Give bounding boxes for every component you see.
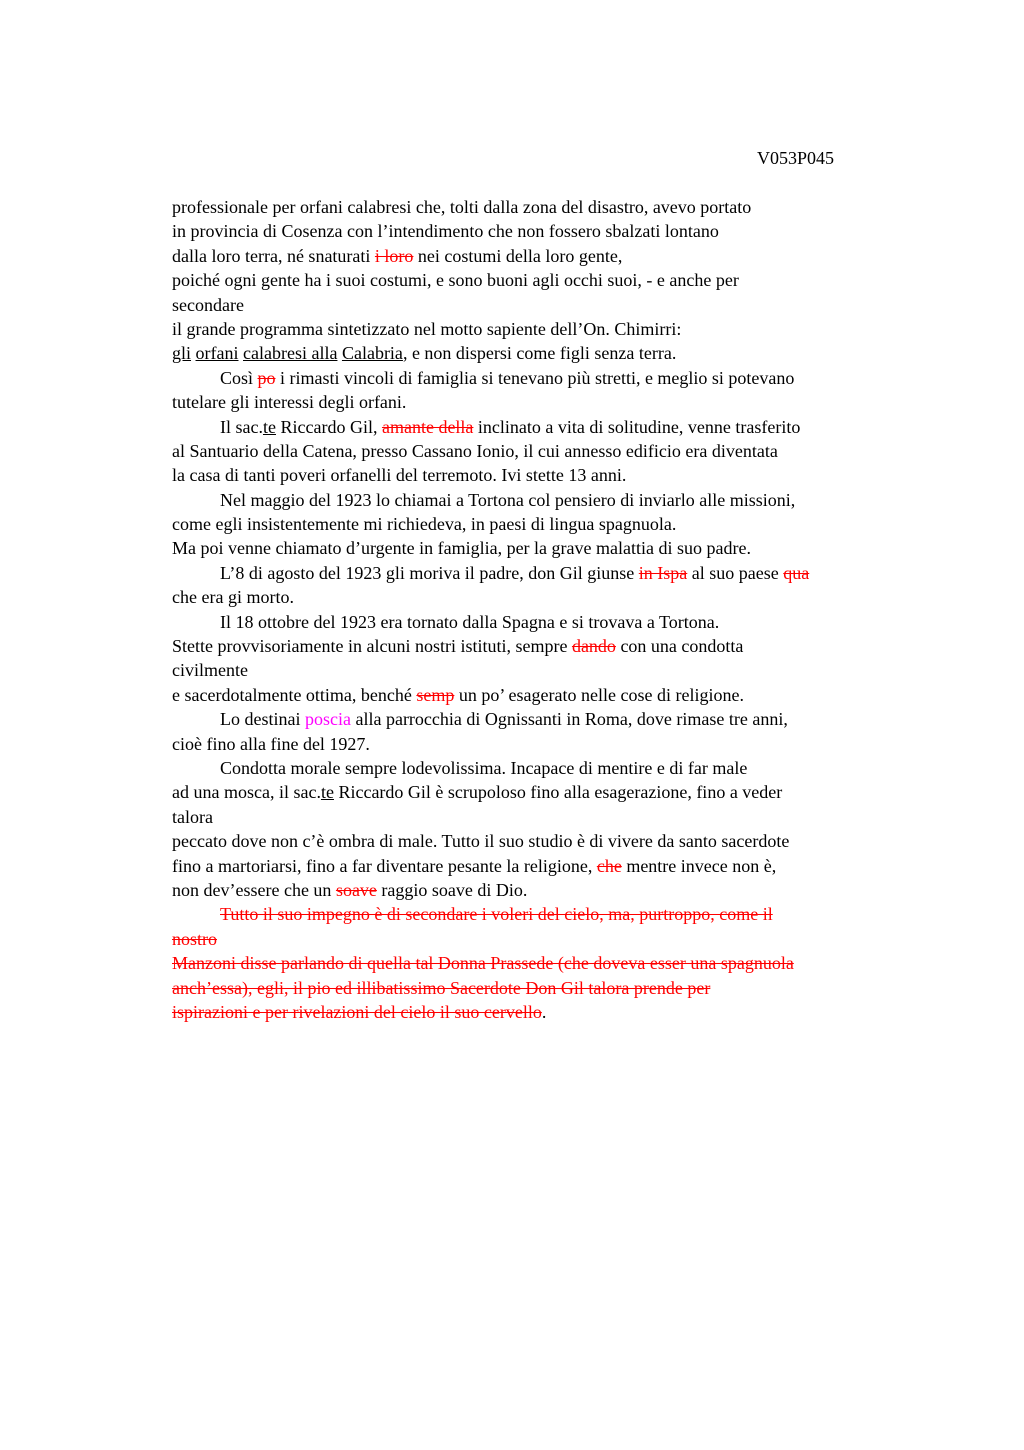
text-line: al Santuario della Catena, presso Cassano Ionio, il cui annesso edificio era diventata bbox=[172, 440, 778, 461]
text-run: Riccardo Gil è scrupoloso fino alla esagerazione, fino a veder bbox=[333, 782, 783, 803]
deleted-text: Manzoni disse parlando di quella tal Donna Prassede (che doveva esser una spagnuola bbox=[172, 953, 794, 974]
deleted-text: i loro bbox=[374, 245, 414, 266]
text-line: tutelare gli interessi degli orfani. bbox=[172, 392, 407, 413]
text-run: inclinato a vita di solitudine, venne trasferito bbox=[473, 416, 801, 437]
text-line bbox=[172, 366, 912, 390]
deleted-text: dando bbox=[571, 636, 616, 657]
text-line: Condotta morale sempre lodevolissima. Incapace di mentire e di far male bbox=[220, 757, 748, 778]
text-line bbox=[172, 780, 912, 804]
underlined-text: te bbox=[262, 416, 276, 437]
text-run: . bbox=[541, 1001, 547, 1022]
underlined-text: te bbox=[320, 782, 334, 803]
deleted-text: anch’essa), egli, il pio ed illibatissimo Sacerdote Don Gil talora prende per bbox=[172, 977, 711, 998]
text-line bbox=[172, 415, 912, 439]
text-line bbox=[172, 634, 912, 658]
text-line bbox=[172, 707, 912, 731]
text-run: ad una mosca, il sac. bbox=[172, 782, 321, 803]
text-run: mentre invece non è, bbox=[621, 855, 777, 876]
underlined-text: Calabria bbox=[341, 343, 403, 364]
text-run: fino a martoriarsi, fino a far diventare pesante la religione, bbox=[172, 855, 597, 876]
deleted-text: amante della bbox=[381, 416, 474, 437]
text-line bbox=[172, 683, 912, 707]
text-run: al suo paese bbox=[687, 562, 784, 583]
text-line bbox=[172, 878, 912, 902]
text-line: civilmente bbox=[172, 660, 248, 681]
text-run: , e non dispersi come figli senza terra. bbox=[402, 343, 677, 364]
deleted-text: po bbox=[257, 367, 276, 388]
text-run: raggio soave di Dio. bbox=[376, 879, 528, 900]
text-line bbox=[172, 341, 912, 365]
text-line: la casa di tanti poveri orfanelli del terremoto. Ivi stette 13 anni. bbox=[172, 465, 627, 486]
text-line: secondare bbox=[172, 294, 244, 315]
text-run: con una condotta bbox=[615, 636, 744, 657]
deleted-text: che bbox=[596, 855, 622, 876]
page-id: V053P045 bbox=[757, 148, 835, 168]
text-run: nei costumi della loro gente, bbox=[413, 245, 623, 266]
text-line bbox=[172, 927, 912, 951]
text-line: poiché ogni gente ha i suoi costumi, e sono buoni agli occhi suoi, - e anche per bbox=[172, 270, 739, 291]
text-line bbox=[172, 951, 912, 975]
deleted-text: Tutto il suo impegno è di secondare i voleri del cielo, ma, purtroppo, come il bbox=[220, 904, 773, 925]
document-body bbox=[172, 195, 912, 1024]
text-line: professionale per orfani calabresi che, tolti dalla zona del disastro, avevo portato bbox=[172, 197, 752, 217]
underlined-text: gli bbox=[172, 343, 192, 364]
text-line: Nel maggio del 1923 lo chiamai a Tortona col pensiero di inviarlo alle missioni, bbox=[220, 489, 796, 510]
text-run: Lo destinai bbox=[220, 709, 305, 730]
text-line bbox=[172, 902, 912, 926]
text-line: in provincia di Cosenza con l’intendimento che non fossero sbalzati lontano bbox=[172, 221, 719, 242]
text-line bbox=[172, 976, 912, 1000]
text-line bbox=[172, 854, 912, 878]
text-run: un po’ esagerato nelle cose di religione. bbox=[454, 684, 744, 705]
text-run: Stette provvisoriamente in alcuni nostri istituti, sempre bbox=[172, 636, 572, 657]
text-run: L’8 di agosto del 1923 gli moriva il padre, don Gil giunse bbox=[220, 562, 639, 583]
deleted-text: in Ispa bbox=[638, 562, 688, 583]
text-run: Così bbox=[220, 367, 258, 388]
text-run: Riccardo Gil, bbox=[275, 416, 382, 437]
deleted-text: semp bbox=[416, 684, 455, 705]
text-run: alla parrocchia di Ognissanti in Roma, dove rimase tre anni, bbox=[350, 709, 788, 730]
text-line bbox=[172, 244, 912, 268]
text-line bbox=[172, 1000, 912, 1024]
text-line: Il 18 ottobre del 1923 era tornato dalla Spagna e si trovava a Tortona. bbox=[220, 611, 720, 632]
text-line: cioè fino alla fine del 1927. bbox=[172, 733, 370, 754]
text-line: che era gi morto. bbox=[172, 587, 294, 608]
deleted-text: ispirazioni e per rivelazioni del cielo il suo cervello bbox=[172, 1001, 542, 1022]
underlined-text: calabresi alla bbox=[243, 343, 338, 364]
text-run: Il sac. bbox=[220, 416, 263, 437]
inserted-text: poscia bbox=[304, 709, 351, 730]
text-line bbox=[172, 561, 912, 585]
text-run: e sacerdotalmente ottima, benché bbox=[172, 684, 417, 705]
deleted-text: nostro bbox=[172, 928, 217, 949]
underlined-text: orfani bbox=[195, 343, 239, 364]
text-run: i rimasti vincoli di famiglia si tenevano più stretti, e meglio si potevano bbox=[275, 367, 795, 388]
text-line: peccato dove non c’è ombra di male. Tutto il suo studio è di vivere da santo sacerdote bbox=[172, 831, 790, 852]
text-line: Ma poi venne chiamato d’urgente in famiglia, per la grave malattia di suo padre. bbox=[172, 538, 751, 559]
text-line: talora bbox=[172, 806, 213, 827]
deleted-text: qua bbox=[783, 562, 810, 583]
text-run: dalla loro terra, né snaturati bbox=[172, 245, 375, 266]
deleted-text: soave bbox=[335, 879, 377, 900]
text-line: il grande programma sintetizzato nel motto sapiente dell’On. Chimirri: bbox=[172, 318, 682, 339]
text-run: non dev’essere che un bbox=[172, 879, 336, 900]
text-line: come egli insistentemente mi richiedeva, in paesi di lingua spagnuola. bbox=[172, 514, 677, 535]
